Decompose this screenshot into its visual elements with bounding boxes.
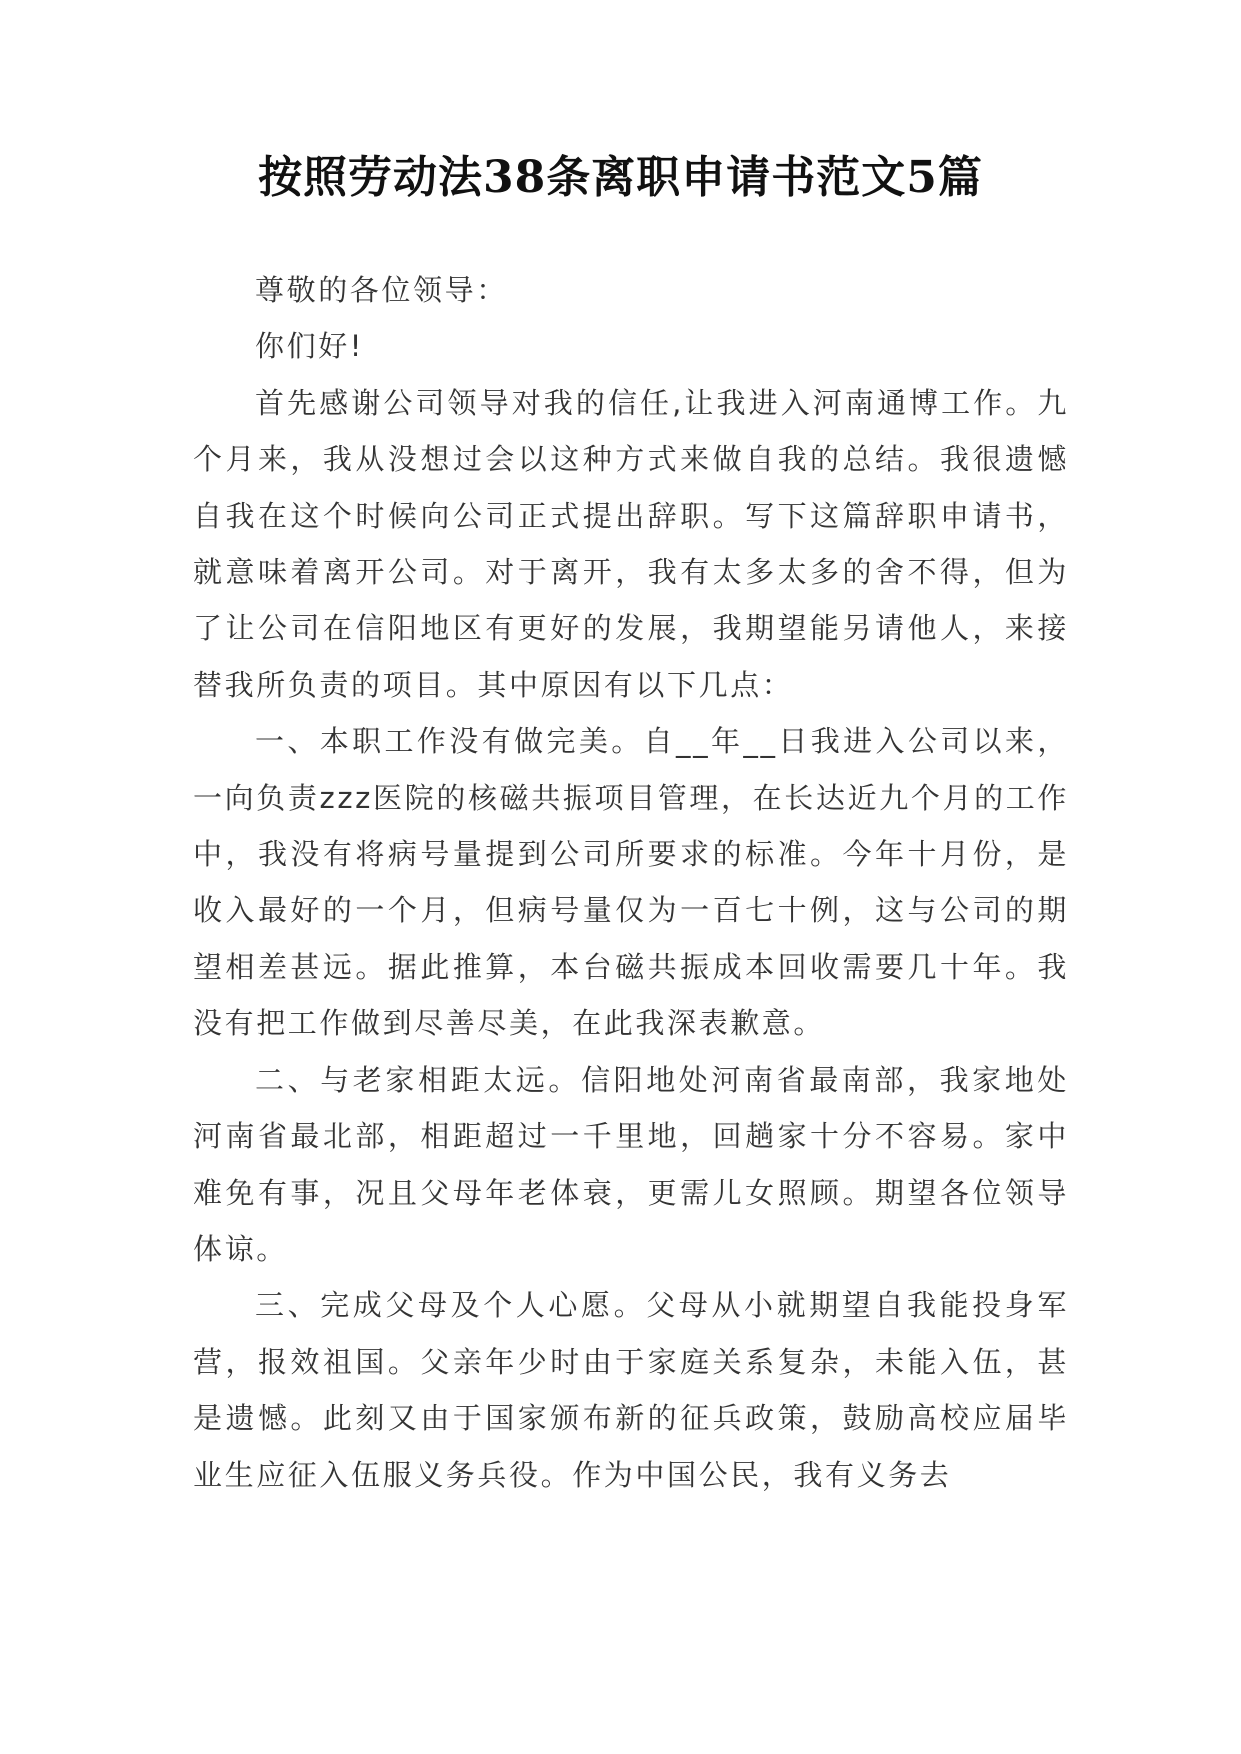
intro-paragraph: 首先感谢公司领导对我的信任,让我进入河南通博工作。九个月来，我从没想过会以这种方式来做自我的总结。我很遗憾自我在这个时候向公司正式提出辞职。写下这篇辞职申请书，就意味着离开公司。对于离开，我有太多太多的舍不得，但为了让公司在信阳地区有更好的发展，我期望能另请他人，来接替我所负责的项目。其中原因有以下几点： — [193, 385, 1069, 702]
reason-two-paragraph: 二、与老家相距太远。信阳地处河南省最南部，我家地处河南省最北部，相距超过一千里地，回趟家十分不容易。家中难免有事，况且父母年老体衰，更需儿女照顾。期望各位领导体谅。 — [193, 1062, 1069, 1266]
reason-three-paragraph: 三、完成父母及个人心愿。父母从小就期望自我能投身军营，报效祖国。父亲年少时由于家庭关系复杂，未能入伍，甚是遗憾。此刻又由于国家颁布新的征兵政策，鼓励高校应届毕业生应征入伍服义务兵役。作为中国公民，我有义务去 — [193, 1288, 1069, 1492]
reason-one-paragraph: 一、本职工作没有做完美。自__年__日我进入公司以来，一向负责zzz医院的核磁共振项目管理，在长达近九个月的工作中，我没有将病号量提到公司所要求的标准。今年十月份，是收入最好的一个月，但病号量仅为一百七十例，这与公司的期望相差甚远。据此推算，本台磁共振成本回收需要几十年。我没有把工作做到尽善尽美，在此我深表歉意。 — [193, 724, 1069, 1041]
document-body — [193, 262, 1069, 1503]
document-title: 按照劳动法38条离职申请书范文5篇 — [258, 152, 983, 203]
greeting: 你们好! — [255, 329, 365, 364]
salutation: 尊敬的各位领导： — [255, 273, 508, 307]
